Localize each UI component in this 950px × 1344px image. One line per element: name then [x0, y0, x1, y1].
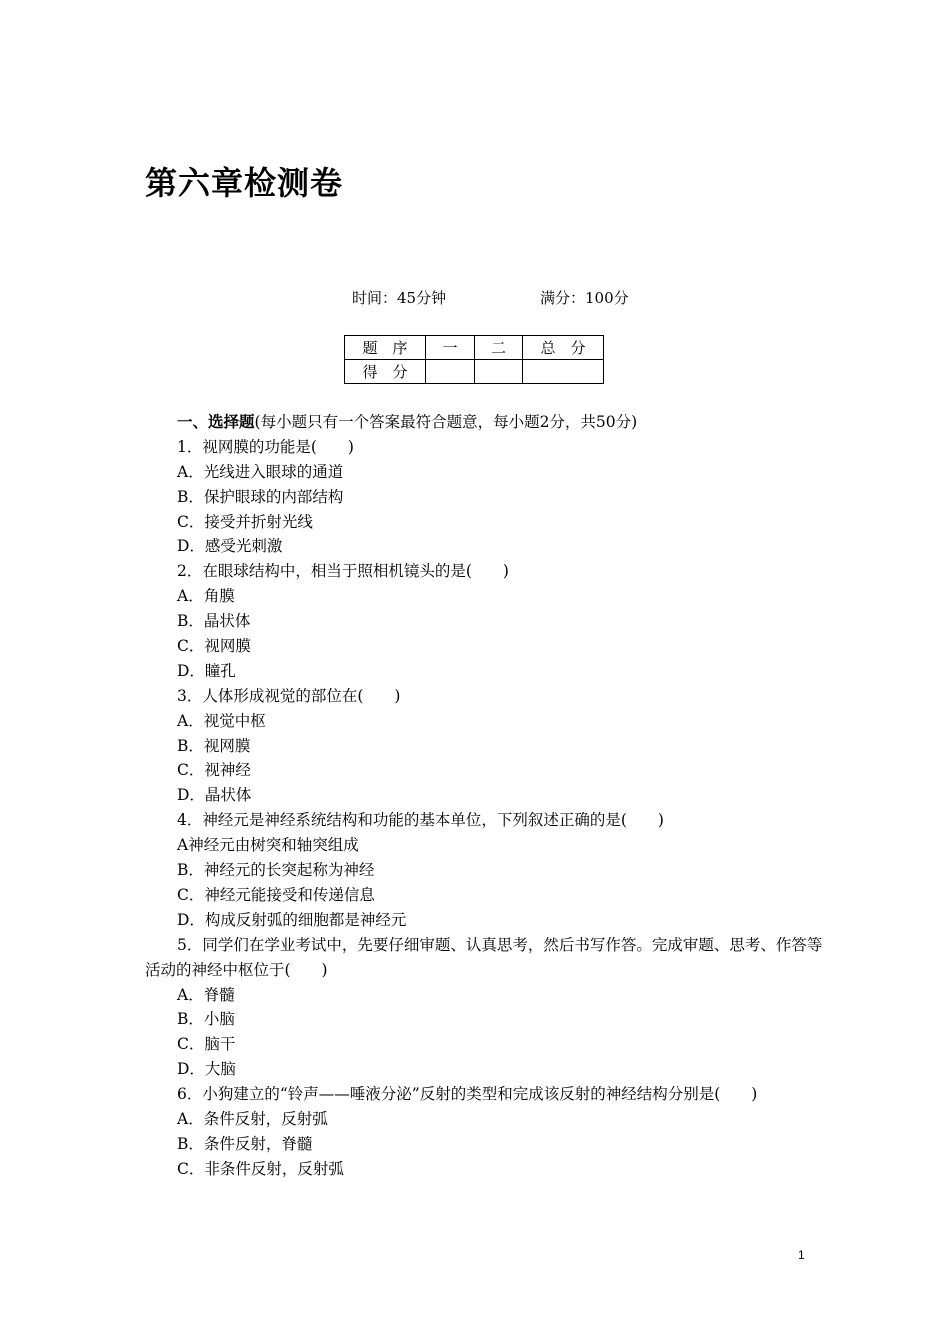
option: B．神经元的长突起称为神经 — [177, 861, 375, 880]
score-table — [344, 335, 604, 384]
question-stem: 3．人体形成视觉的部位在( ) — [177, 686, 401, 705]
score-row-label: 得 分 — [345, 360, 426, 384]
section-note: (每小题只有一个答案最符合题意，每小题2分，共50分) — [254, 413, 638, 431]
section-title: 一、选择题 — [177, 413, 255, 431]
score-cell-total[interactable] — [523, 360, 604, 384]
option: C．视网膜 — [177, 637, 251, 656]
exam-time: 时间：45分钟 — [352, 289, 447, 307]
score-cell-part1[interactable] — [426, 360, 475, 384]
header-cell-part1: 一 — [426, 336, 475, 360]
page-title: 第六章检测卷 — [145, 164, 344, 202]
option: D．构成反射弧的细胞都是神经元 — [177, 910, 407, 929]
option: B．保护眼球的内部结构 — [177, 487, 344, 506]
header-cell-total: 总 分 — [523, 336, 604, 360]
score-cell-part2[interactable] — [475, 360, 523, 384]
full-score: 满分：100分 — [540, 289, 629, 307]
question-stem: 2．在眼球结构中，相当于照相机镜头的是( ) — [177, 562, 509, 581]
question-stem: 6．小狗建立的“铃声——唾液分泌”反射的类型和完成该反射的神经结构分别是( ) — [177, 1085, 758, 1104]
option: D．大脑 — [177, 1060, 236, 1079]
option: C．非条件反射，反射弧 — [177, 1159, 344, 1178]
header-cell-part2: 二 — [475, 336, 523, 360]
option: A神经元由树突和轴突组成 — [177, 836, 359, 855]
option: A．光线进入眼球的通道 — [177, 462, 344, 481]
option: D．瞳孔 — [177, 661, 236, 680]
option: B．视网膜 — [177, 736, 251, 755]
option: B．晶状体 — [177, 612, 251, 631]
question-body — [145, 410, 825, 1182]
option: C．视神经 — [177, 761, 251, 780]
option: D．感受光刺激 — [177, 537, 283, 556]
option: B．小脑 — [177, 1010, 235, 1029]
score-table-header-row — [345, 336, 604, 360]
option: A．视觉中枢 — [177, 711, 266, 730]
question-stem: 4．神经元是神经系统结构和功能的基本单位，下列叙述正确的是( ) — [177, 811, 664, 830]
option: C．神经元能接受和传递信息 — [177, 885, 375, 904]
question-stem: 1．视网膜的功能是( ) — [177, 437, 354, 456]
option: A．脊髓 — [177, 985, 235, 1004]
page-number: 1 — [798, 1248, 805, 1262]
option: C．脑干 — [177, 1035, 236, 1054]
header-cell-order: 题 序 — [345, 336, 426, 360]
option: C．接受并折射光线 — [177, 512, 313, 531]
question-stem: 5．同学们在学业考试中，先要仔细审题、认真思考，然后书写作答。完成审题、思考、作答等活动的神经中枢位于( ) — [145, 935, 823, 979]
option: A．条件反射，反射弧 — [177, 1109, 328, 1128]
option: A．角膜 — [177, 587, 235, 606]
option: B．条件反射，脊髓 — [177, 1134, 313, 1153]
option: D．晶状体 — [177, 786, 252, 805]
score-table-score-row — [345, 360, 604, 384]
section-heading — [145, 410, 825, 435]
